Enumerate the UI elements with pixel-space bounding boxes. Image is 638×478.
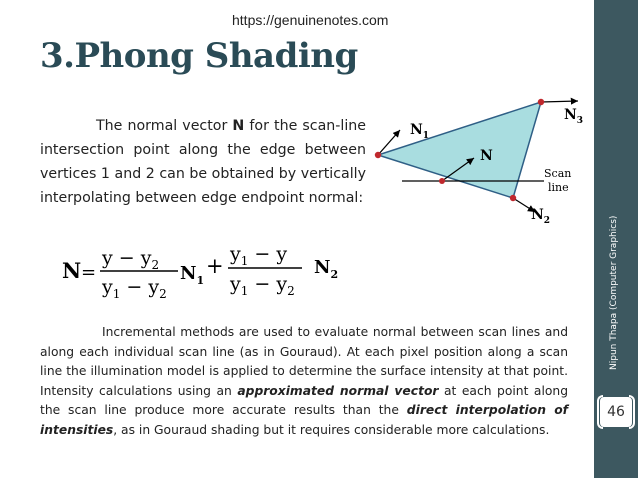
- formula-num2: $y_1 - y$: [230, 243, 288, 268]
- intro-text-start: The normal vector: [96, 118, 233, 134]
- formula-equals: =: [81, 262, 97, 283]
- label-n3: $N_3$: [564, 107, 584, 126]
- formula-n1: $N_1$: [180, 263, 205, 287]
- para2-text-2: at each point along the scan line produce more accurate results than the: [40, 383, 569, 418]
- intersection-dot: [439, 178, 445, 184]
- author-label-wrap: [609, 215, 623, 384]
- intro-bold-n: N: [232, 118, 245, 134]
- vertex-3-dot: [538, 99, 544, 105]
- vertex-1-dot: [375, 152, 381, 158]
- label-scan: Scan: [544, 167, 572, 180]
- label-line: line: [548, 181, 569, 194]
- vertex-2-dot: [510, 195, 516, 201]
- source-url: https://genuinenotes.com: [232, 12, 389, 28]
- para2-emphasis-2: direct interpolation of intensities: [40, 403, 568, 437]
- formula-den2: $y_1 - y_2$: [230, 273, 295, 298]
- incremental-paragraph: [40, 323, 568, 441]
- formula-plus: +: [206, 254, 224, 278]
- label-n1: $N_1$: [410, 122, 430, 141]
- label-n: N: [480, 148, 493, 164]
- para2-text-1: Incremental methods are used to evaluate normal between scan lines and along each individual scan line (as in Gouraud). At each pixel position along a scan line the illumination model is applied to determine the surface intensity at that point. Intensity calculations using an: [40, 325, 568, 398]
- normal-n3-arrow: [541, 101, 578, 102]
- slide-title: 3.Phong Shading: [40, 36, 358, 76]
- triangle-polygon: [378, 102, 541, 198]
- interpolation-formula: [62, 240, 362, 300]
- author-label: Nipun Thapa (Computer Graphics): [609, 215, 619, 370]
- formula-num1: $y - y_2$: [102, 247, 160, 272]
- page-number: 46: [600, 397, 632, 427]
- formula-n2: $N_2$: [314, 257, 339, 281]
- phong-diagram: [368, 92, 596, 228]
- intro-paragraph: [40, 114, 366, 210]
- label-n2: $N_2$: [531, 207, 551, 226]
- para2-emphasis-1: approximated normal vector: [237, 383, 439, 398]
- formula-den1: $y_1 - y_2$: [102, 276, 167, 300]
- formula-lhs-n: N: [62, 258, 82, 283]
- intro-text-end: for the scan-line intersection point along the edge between vertices 1 and 2 can be obtained by vertically interpolating between edge endpoint normal:: [40, 118, 366, 206]
- para2-text-3: , as in Gouraud shading but it requires considerable more calculations.: [113, 422, 550, 437]
